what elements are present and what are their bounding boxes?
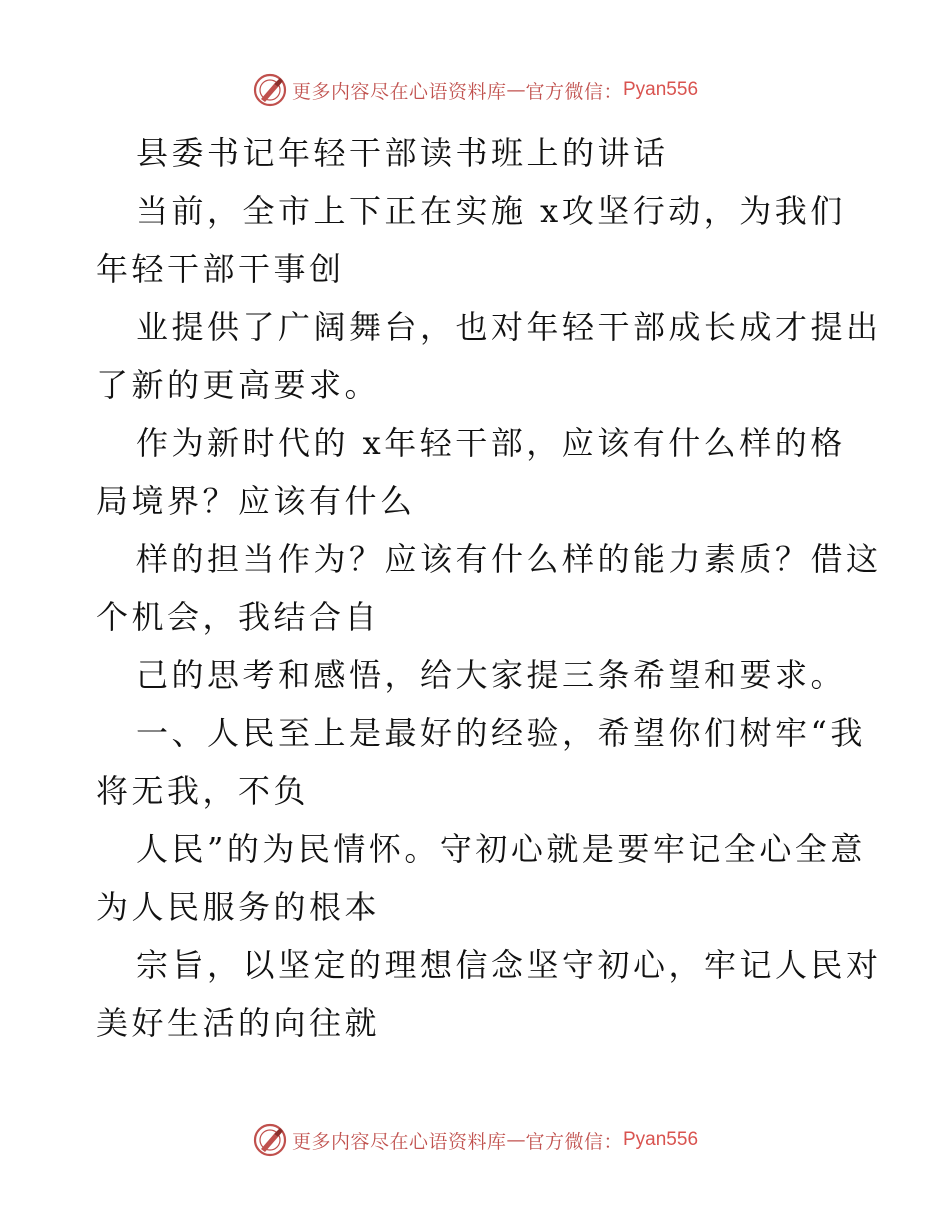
text-line: 作为新时代的 x年轻干部，应该有什么样的格: [136, 424, 846, 462]
watermark-brand-text: 更多内容尽在心语资料库: [291, 1130, 507, 1153]
text-line: 县委书记年轻干部读书班上的讲话: [136, 134, 669, 172]
text-line: 当前，全市上下正在实施 x攻坚行动，为我们: [136, 192, 846, 230]
text-line: 己的思考和感悟，给大家提三条希望和要求。: [136, 656, 847, 694]
watermark-handle: Pyan556: [623, 79, 699, 100]
pen-logo-icon: [252, 72, 288, 108]
watermark-contact-text: 官方微信：: [525, 80, 623, 103]
text-line: 一、人民至上是最好的经验，希望你们树牢“我: [136, 714, 866, 752]
text-line: 个机会，我结合自: [96, 598, 381, 636]
text-line: 局境界？应该有什么: [96, 482, 416, 520]
text-line: 人民”的为民情怀。守初心就是要牢记全心全意: [136, 830, 866, 868]
text-line: 了新的更高要求。: [96, 366, 381, 404]
text-line: 年轻干部干事创: [96, 250, 345, 288]
watermark-separator: —: [506, 79, 526, 101]
watermark-footer: [0, 1120, 950, 1160]
pen-logo-icon: [252, 1122, 288, 1158]
text-line: 将无我，不负: [96, 772, 310, 810]
text-line: 样的担当作为？应该有什么样的能力素质？借这: [136, 540, 882, 578]
watermark-separator: —: [506, 1129, 526, 1151]
document-body: [96, 124, 882, 1052]
text-line: 为人民服务的根本: [96, 888, 381, 926]
text-line: 业提供了广阔舞台，也对年轻干部成长成才提出: [136, 308, 882, 346]
text-line: 美好生活的向往就: [96, 1004, 381, 1042]
watermark-contact-text: 官方微信：: [525, 1130, 623, 1153]
text-line: 宗旨，以坚定的理想信念坚守初心，牢记人民对: [136, 946, 882, 984]
watermark-handle: Pyan556: [623, 1129, 699, 1150]
watermark-header: [0, 70, 950, 110]
watermark-brand-text: 更多内容尽在心语资料库: [291, 80, 507, 103]
